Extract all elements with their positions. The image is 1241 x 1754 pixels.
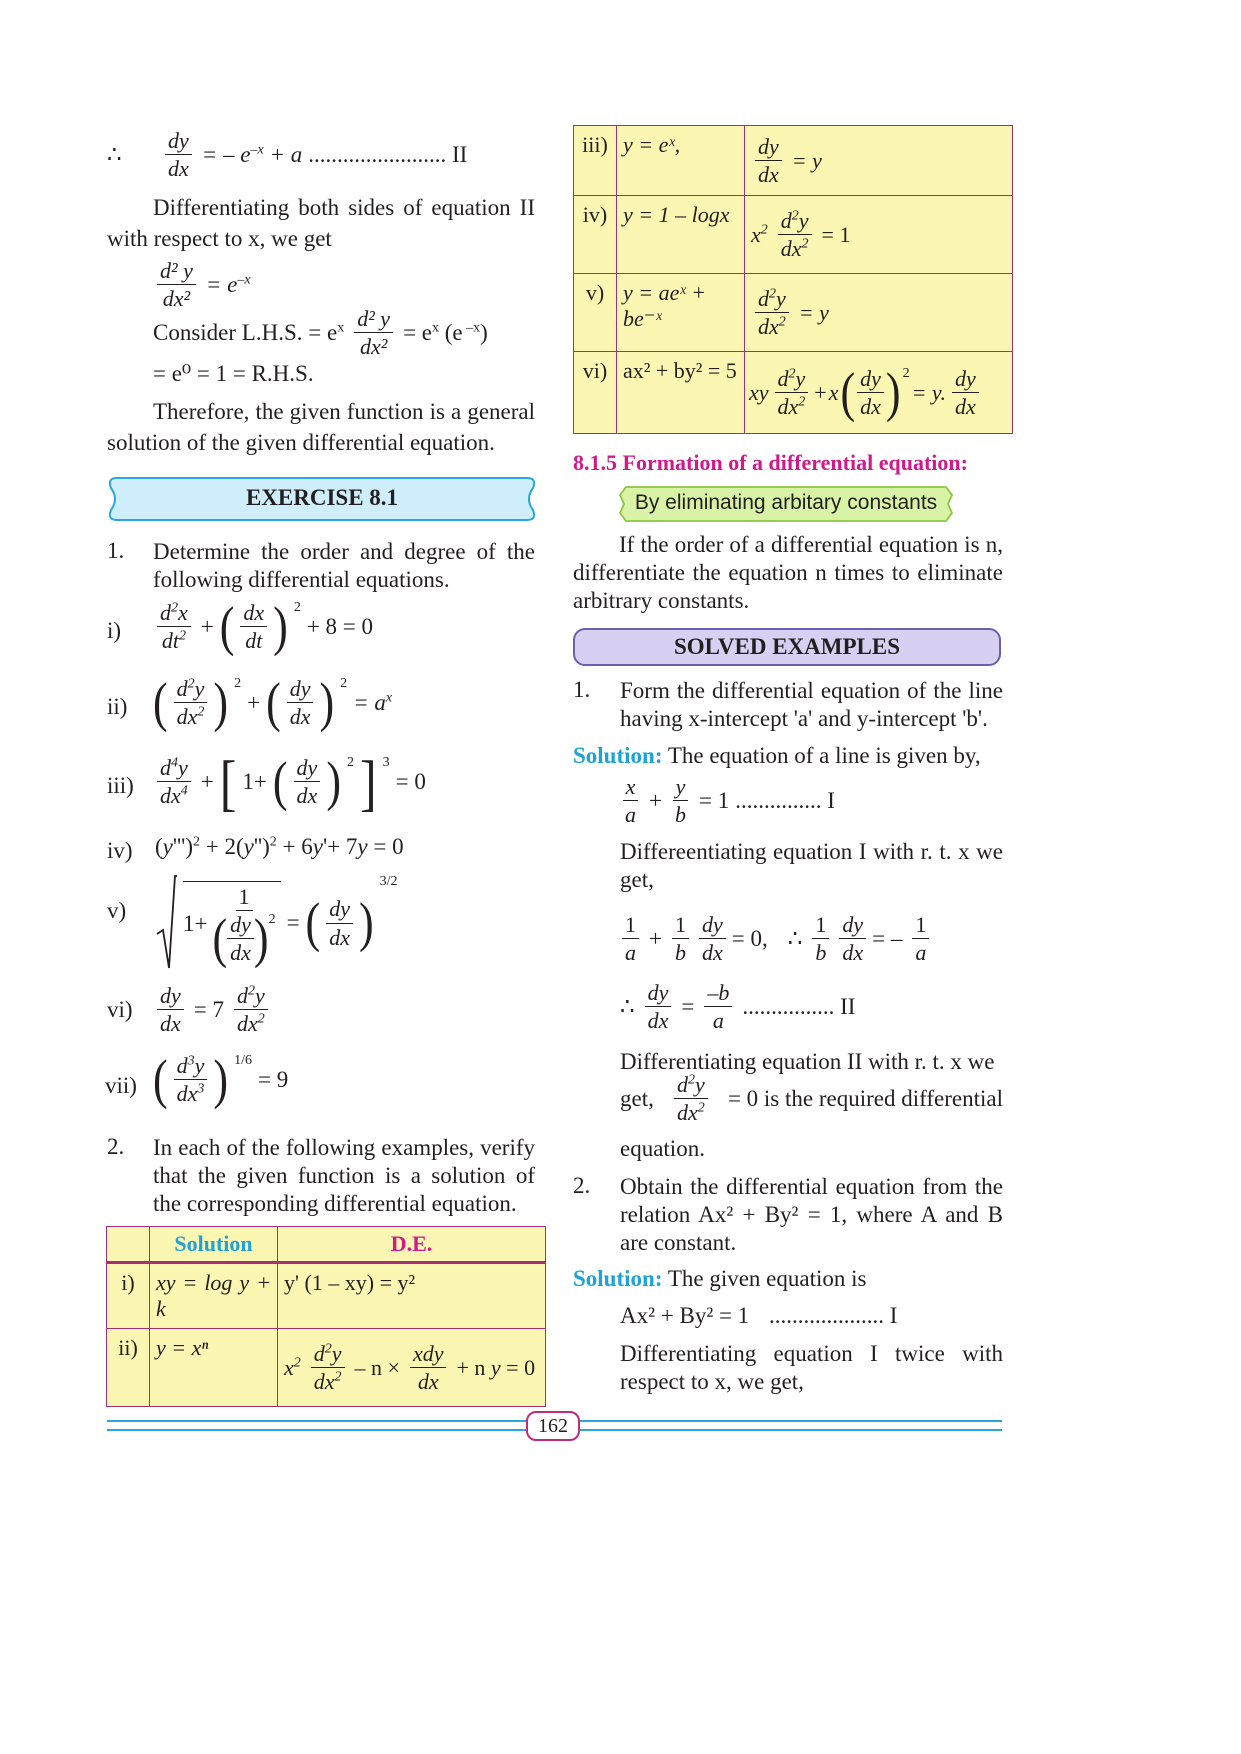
paragraph: Differentiating equation II with r. t. x we [620,1049,995,1074]
example-text: Obtain the differential equation from the relation Ax² + By² = 1, where A and B are constant. [620,1174,1003,1255]
equation-iv: $(y''')^2 + 2(y'')^2 + 6y'+ 7y = 0$ [155,834,404,859]
table-row: vi) ax² + by² = 5 xy $\frac{d^2y}{dx^2}$ + x ( $\frac{dy}{dx}$ ) 2 = y. $\frac{dy}{dx}$ [574,352,1013,434]
item-label: iii) [107,773,134,798]
tag-label: By eliminating arbitary constants [634,491,938,514]
equation-iii: $\frac{d^4y}{dx^4}$ + [ 1+ ( $\frac{dy}{dx}$ ) 2 ] 3 = 0 [153,755,426,809]
rhs-line: = e⁰ = 1 = R.H.S. [153,361,314,386]
solution-line: Solution: The given equation is [573,1266,867,1291]
exercise-banner [105,474,539,524]
paragraph: equation. [620,1136,705,1161]
question-text: Determine the order and degree of the following differential equations. [153,539,535,592]
therefore-symbol: ∴ [107,141,122,167]
item-label: ii) [107,694,128,719]
example-text: Form the differential equation of the line having x-intercept 'a' and y-intercept 'b'. [620,678,1003,731]
table-row: ii) y = xⁿ $x^2$ $\frac{d^2y}{dx^2}$ – n × $\frac{\text{xdy}}{dx}$ + n y = 0 [107,1329,546,1407]
item-label: v) [107,898,127,923]
equation-i: $\frac{d^2x}{dt^2}$ + ( $\frac{dx}{dt}$ ) 2 + 8 = 0 [153,600,373,654]
table-row: iv) y = 1 – logx $x^2$ $\frac{d^2y}{dx^2}$ = 1 [574,196,1013,274]
paragraph-formula-line: get, $\frac{d^2y}{dx^2}$ = 0 is the required differential [620,1072,1003,1126]
item-label: i) [107,618,122,643]
paragraph: Therefore, the given function is a general solution of the given differential equation. [107,399,535,455]
equation-I: $\frac{x}{a}$ + $\frac{y}{b}$ = 1 ............... I [618,774,835,828]
consider-lhs: Consider L.H.S. = $e^x$ $\frac{\text{d² y}}{\text{dx²}}$ = $e^x$ (e $^{-x}$) [153,306,488,360]
example-number: 2. [573,1173,591,1198]
equation-v: 1+ 1 ( $\frac{dy}{dx}$ ) 2 = ( $\frac{dy}{dx}$ ) 3/2 [155,874,398,972]
item-label: vii) [105,1073,137,1098]
solved-examples-banner: SOLVED EXAMPLES [573,628,1001,666]
fraction: $\frac{dy}{dx}$ [165,128,192,182]
question-text: In each of the following examples, verify that the given function is a solution of the corresponding differential equation. [153,1135,535,1216]
verify-table-right [573,125,1013,434]
equation-II: ∴ $\frac{dy}{dx}$ = – $e^{-x} + a$ ........................ II [107,128,468,182]
header-solution: Solution [150,1227,278,1263]
table-row: v) y = aeˣ + be⁻ˣ $\frac{d^2y}{dx^2}$ = y [574,274,1013,352]
equation-vi: $\frac{dy}{dx}$ = 7 $\frac{d^2y}{dx^2}$ [153,983,272,1037]
paragraph: If the order of a differential equation is n, differentiate the equation n times to eliminate arbitrary constants. [573,532,1003,613]
de-formula: xy $\frac{d^2y}{dx^2}$ + x ( $\frac{dy}{dx}$ ) 2 = y. $\frac{dy}{dx}$ [749,366,1008,420]
item-label: vi) [107,997,133,1022]
question-number: 1. [107,538,125,563]
equation: $\frac{\text{d² y}}{\text{dx²}}$ = $e^{-x}$ [153,258,251,312]
derivative-equation: $\frac{1}{a}$ + $\frac{1}{b}$ $\frac{dy}{dx}$ = 0, ∴ $\frac{1}{b}$ $\frac{dy}{dx}$ = – $\frac{1}{a}$ [618,912,933,966]
header-de: D.E. [278,1227,546,1263]
paragraph: Differeentiating equation I with r. t. x we get, [620,839,1003,892]
table-row: iii) y = eˣ, $\frac{dy}{dx}$ = y [574,126,1013,196]
table-row: i) xy = log y + k y' (1 – xy) = y² [107,1263,546,1329]
equation-line: Ax² + By² = 1 .................... I [620,1303,898,1328]
table-header [107,1227,546,1263]
topic-tag [618,485,954,523]
solution-line: Solution: The equation of a line is given by, [573,743,981,768]
exercise-title: EXERCISE 8.1 [245,485,399,510]
equation-ii: ( $\frac{d^2y}{dx^2}$ ) 2 + ( $\frac{dy}{dx}$ ) 2 = $a^x$ [153,671,393,733]
equation-vii: ( $\frac{d^3y}{dx^3}$ ) 1/6 = 9 [153,1048,289,1110]
radical-sign [155,874,177,972]
de-formula: $x^2$ $\frac{d^2y}{dx^2}$ – n × $\frac{\text{xdy}}{dx}$ + n y = 0 [284,1340,536,1394]
paragraph: Differentiating both sides of equation II with respect to x, we get [107,195,535,251]
equation-II-right: ∴ $\frac{dy}{dx}$ = $\frac{-b}{a}$ ................ II [620,980,856,1034]
question-number: 2. [107,1134,125,1159]
paragraph: Differentiating equation I twice with respect to x, we get, [620,1341,1003,1394]
section-heading: 8.1.5 Formation of a differential equation: [573,450,968,475]
example-number: 1. [573,677,591,702]
solution-label: Solution: [573,743,663,768]
page-number: 162 [526,1411,580,1441]
verify-table-left [106,1226,546,1407]
item-label: iv) [107,838,133,863]
solution-label: Solution: [573,1266,663,1291]
